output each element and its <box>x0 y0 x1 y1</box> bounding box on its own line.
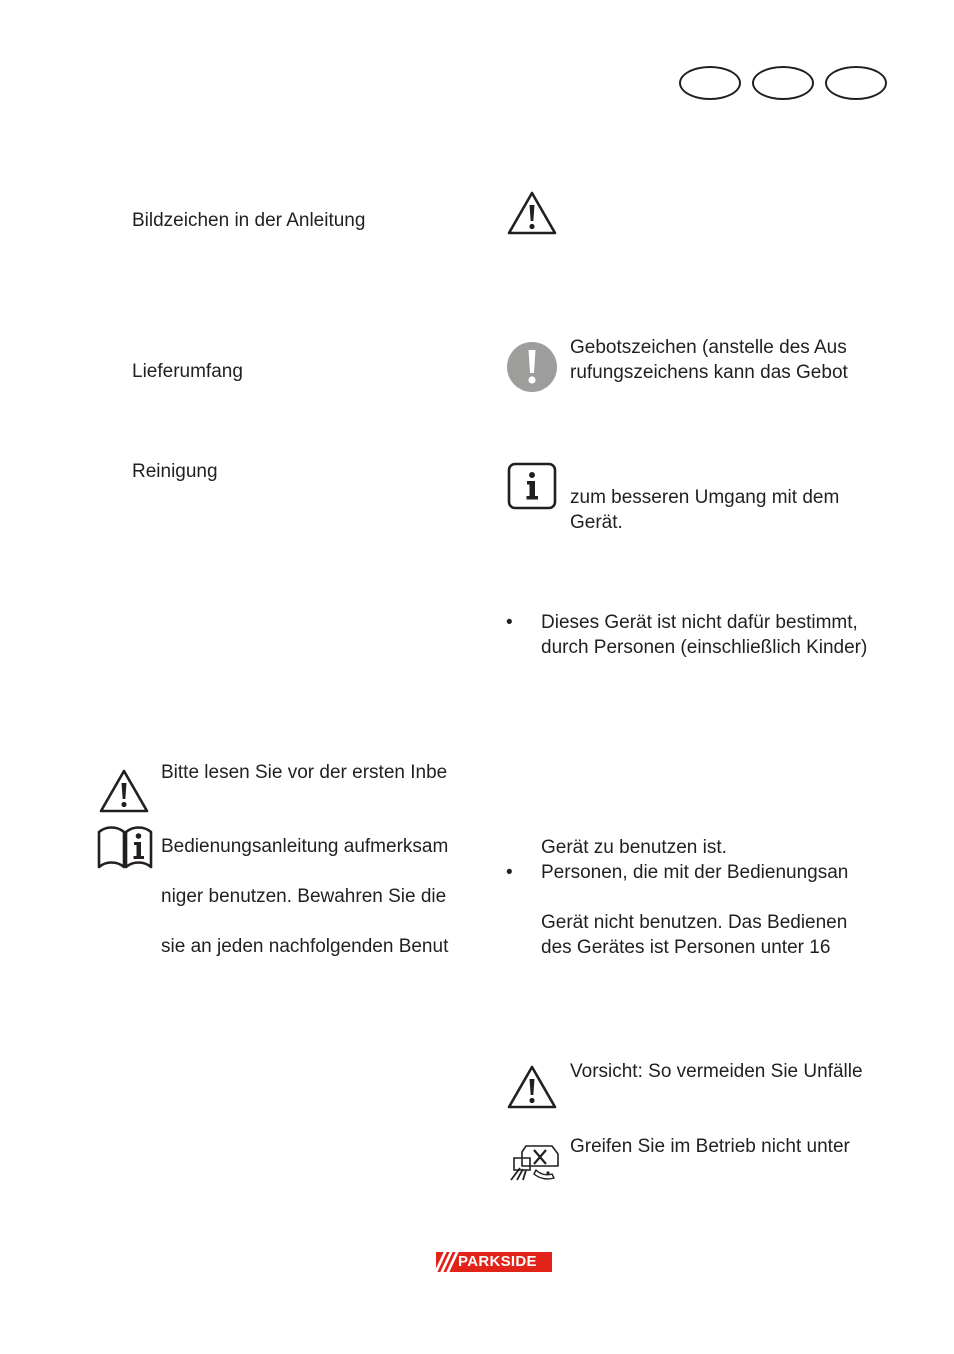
bullet2-line-2: Gerät nicht benutzen. Das Bedienen <box>541 912 848 933</box>
exclamation-circle-icon <box>506 341 558 393</box>
intro-line-1: Bitte lesen Sie vor der ersten Inbe <box>161 762 448 783</box>
bullet2-line-3: des Gerätes ist Personen unter 16 <box>541 937 831 958</box>
intro-line-3: niger benutzen. Bewahren Sie die <box>161 886 447 907</box>
bullet2-line-1: Personen, die mit der Bedienungsan <box>541 862 849 883</box>
heading-delivery: Lieferumfang <box>132 361 243 382</box>
caution-line: Vorsicht: So vermeiden Sie Unfälle <box>570 1061 863 1082</box>
language-oval-1 <box>679 66 741 100</box>
language-oval-3 <box>825 66 887 100</box>
bullet1-line-2: durch Personen (einschließlich Kinder) <box>541 637 868 658</box>
no-reach-under-icon <box>508 1140 564 1184</box>
reach-line: Greifen Sie im Betrieb nicht unter <box>570 1136 850 1157</box>
heading-cleaning: Reinigung <box>132 461 218 482</box>
warning-triangle-icon <box>506 190 558 236</box>
continuation-line: Gerät zu benutzen ist. <box>541 837 727 858</box>
heading-symbols: Bildzeichen in der Anleitung <box>132 210 366 231</box>
read-manual-icon <box>96 824 154 870</box>
logo-wordmark: PARKSIDE <box>458 1253 537 1270</box>
warning-triangle-icon <box>98 768 150 814</box>
language-oval-2 <box>752 66 814 100</box>
logo-slashes <box>436 1252 458 1272</box>
bullet-2: • <box>506 862 513 883</box>
mandatory-sign-line-1: Gebotszeichen (anstelle des Aus <box>570 337 847 358</box>
mandatory-sign-line-2: rufungszeichens kann das Gebot <box>570 362 848 383</box>
info-line-1: zum besseren Umgang mit dem <box>570 487 840 508</box>
bullet-1: • <box>506 612 513 633</box>
info-line-2: Gerät. <box>570 512 623 533</box>
bullet1-line-1: Dieses Gerät ist nicht dafür bestimmt, <box>541 612 858 633</box>
warning-triangle-icon <box>506 1064 558 1110</box>
intro-line-2: Bedienungsanleitung aufmerksam <box>161 836 449 857</box>
info-box-icon <box>507 462 557 510</box>
intro-line-4: sie an jeden nachfolgenden Benut <box>161 936 449 957</box>
parkside-logo <box>436 1252 552 1272</box>
